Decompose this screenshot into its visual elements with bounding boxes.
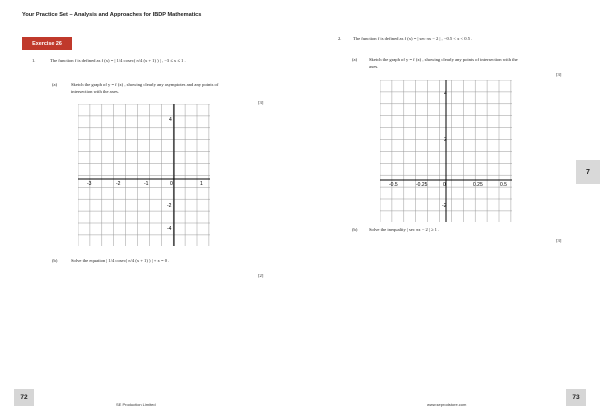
q1-xtick: -1 bbox=[144, 181, 149, 187]
q1a-marks: [3] bbox=[258, 100, 264, 105]
q2-xtick: -0.25 bbox=[416, 182, 428, 188]
q1-number: 1. bbox=[32, 58, 36, 63]
q1-ytick: -4 bbox=[167, 226, 172, 232]
q2-ytick: 2 bbox=[444, 137, 447, 143]
q1-xtick: 1 bbox=[200, 181, 203, 187]
q1-xtick: 0 bbox=[170, 181, 173, 187]
q2-graph-grid bbox=[380, 80, 512, 222]
q2-xtick: 0.5 bbox=[500, 182, 507, 188]
q2-xtick: 0.25 bbox=[473, 182, 483, 188]
q2-xtick: 0 bbox=[443, 182, 446, 188]
q2-xtick: -0.5 bbox=[389, 182, 398, 188]
q2b-text: Solve the inequality | sec πx − 2 | ≥ 1 . bbox=[369, 227, 440, 232]
exercise-badge: Exercise 26 bbox=[22, 37, 72, 50]
q1b-text: Solve the equation | 1/4 cosec( π/4 (x + 1) ) | + x = 0 . bbox=[71, 258, 170, 263]
header-title: Your Practice Set – Analysis and Approaches for IBDP Mathematics bbox=[22, 12, 202, 18]
q1-graph-grid bbox=[78, 104, 210, 246]
q2-number: 2. bbox=[338, 36, 342, 41]
q2b-label: (b) bbox=[352, 227, 358, 232]
q1a-label: (a) bbox=[52, 82, 58, 87]
q1b-label: (b) bbox=[52, 258, 58, 263]
q2-stem: The function f is defined as f (x) = | sec πx − 2 | , −0.5 < x < 0.5 . bbox=[353, 36, 473, 41]
q1-xtick: -2 bbox=[116, 181, 121, 187]
q2a-text-line1: Sketch the graph of y = f (x) , showing clearly any points of intersection with the bbox=[369, 57, 518, 62]
right-footer-text: www.seprodstore.com bbox=[427, 402, 467, 407]
left-page-number: 72 bbox=[14, 389, 34, 406]
q1-stem: The function f is defined as f (x) = | 1/4 cosec( π/4 (x + 1) ) | , −3 ≤ x ≤ 1 . bbox=[50, 58, 186, 63]
q1a-text-line2: intersection with the axes. bbox=[71, 89, 119, 94]
q1b-marks: [2] bbox=[258, 273, 264, 278]
q2b-marks: [3] bbox=[556, 238, 562, 243]
q1a-text-line1: Sketch the graph of y = f (x) , showing clearly any asymptotes and any points of bbox=[71, 82, 219, 87]
right-page-number: 73 bbox=[566, 389, 586, 406]
q1-xtick: -3 bbox=[87, 181, 92, 187]
left-footer-text: SE Production Limited bbox=[116, 402, 156, 407]
q2a-label: (a) bbox=[352, 57, 358, 62]
q2a-marks: [3] bbox=[556, 72, 562, 77]
q2a-text-line2: axes. bbox=[369, 64, 379, 69]
q1-ytick: -2 bbox=[167, 203, 172, 209]
q2-ytick: 4 bbox=[444, 91, 447, 97]
q1-ytick: 4 bbox=[169, 117, 172, 123]
chapter-side-tab: 7 bbox=[576, 160, 600, 184]
q2-ytick: -2 bbox=[442, 203, 447, 209]
